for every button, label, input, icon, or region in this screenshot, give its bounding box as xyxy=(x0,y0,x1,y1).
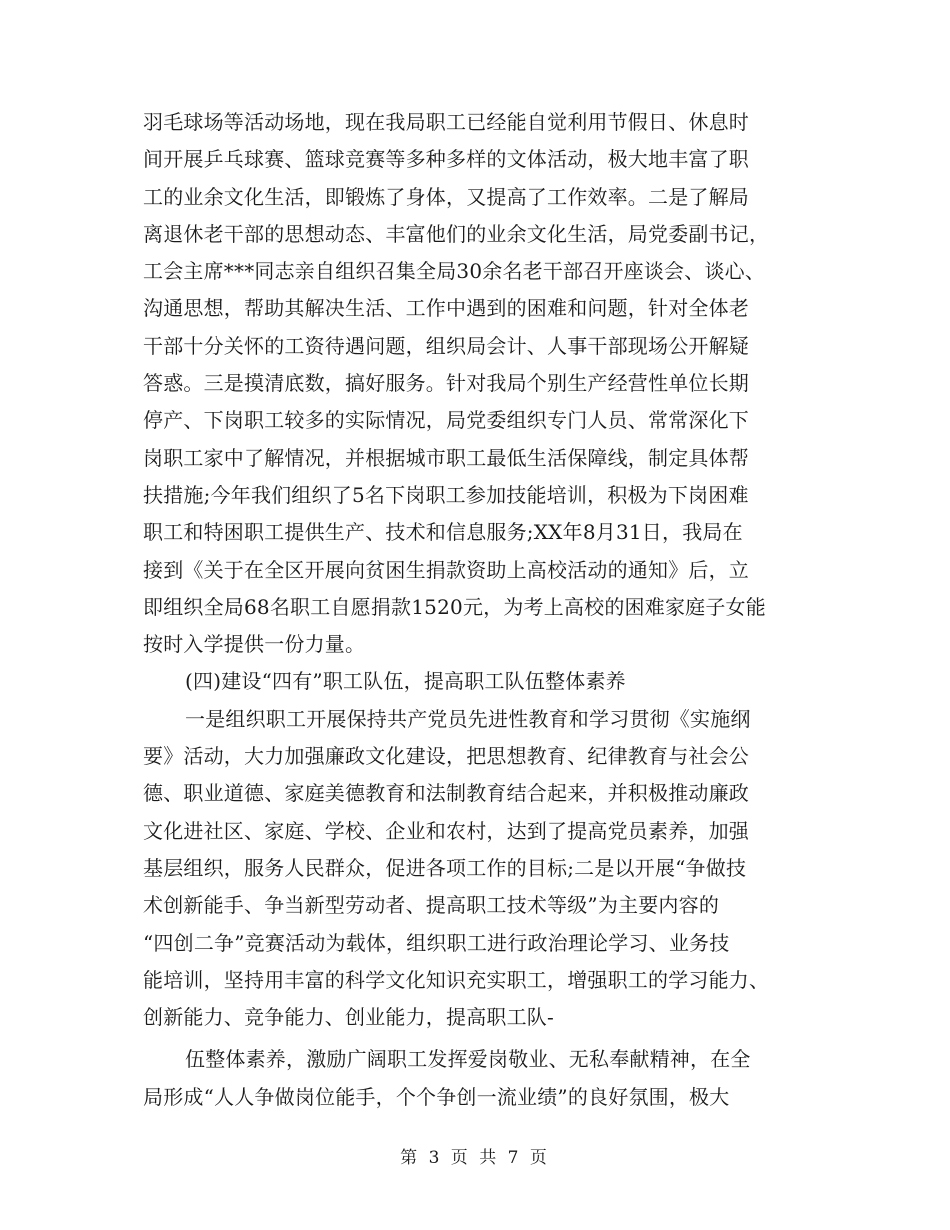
text-line: 能培训，坚持用丰富的科学文化知识充实职工，增强职工的学习能力、 xyxy=(143,967,770,992)
text-line: 沟通思想，帮助其解决生活、工作中遇到的困难和问题，针对全体老 xyxy=(143,296,749,321)
text-line: 答惑。三是摸清底数，搞好服务。针对我局个别生产经营性单位长期 xyxy=(143,371,749,396)
text-line: 间开展乒乓球赛、篮球竞赛等多种多样的文体活动，极大地丰富了职 xyxy=(143,147,749,172)
text-line: 按时入学提供一份力量。 xyxy=(143,632,366,657)
page-number-footer: 第 3 页 共 7 页 xyxy=(400,1148,550,1168)
text-line: 伍整体素养，激励广阔职工发挥爱岗敬业、无私奉献精神，在全 xyxy=(185,1047,751,1072)
text-line: 工会主席***同志亲自组织召集全局30余名老干部召开座谈会、谈心、 xyxy=(143,259,766,284)
text-line: 文化进社区、家庭、学校、企业和农村，达到了提高党员素养，加强 xyxy=(143,818,749,843)
text-line: 干部十分关怀的工资待遇问题，组织局会计、人事干部现场公开解疑 xyxy=(143,333,749,358)
text-line: 基层组织，服务人民群众，促进各项工作的目标;二是以开展“争做技 xyxy=(143,855,747,880)
text-line: 职工和特困职工提供生产、技术和信息服务;XX年8月31日，我局在 xyxy=(143,520,743,545)
text-line: “四创二争”竞赛活动为载体，组织职工进行政治理论学习、业务技 xyxy=(143,930,730,955)
text-line: 离退休老干部的思想动态、丰富他们的业余文化生活，局党委副书记， xyxy=(143,221,770,246)
text-line: 创新能力、竞争能力、创业能力，提高职工队- xyxy=(143,1005,554,1030)
text-line: 扶措施;今年我们组织了5名下岗职工参加技能培训，积极为下岗困难 xyxy=(143,482,749,507)
text-line: 一是组织职工开展保持共产党员先进性教育和学习贯彻《实施纲 xyxy=(185,706,751,731)
text-line: 德、职业道德、家庭美德教育和法制教育结合起来，并积极推动廉政 xyxy=(143,781,749,806)
text-line: 工的业余文化生活，即锻炼了身体，又提高了工作效率。二是了解局 xyxy=(143,184,749,209)
section-heading: (四)建设“四有”职工队伍，提高职工队伍整体素养 xyxy=(185,669,626,694)
text-line: 停产、下岗职工较多的实际情况，局党委组织专门人员、常常深化下 xyxy=(143,408,749,433)
text-line: 术创新能手、争当新型劳动者、提高职工技术等级”为主要内容的 xyxy=(143,893,720,918)
text-line: 要》活动，大力加强廉政文化建设，把思想教育、纪律教育与社会公 xyxy=(143,744,749,769)
document-body xyxy=(143,104,823,1116)
text-line: 局形成“人人争做岗位能手，个个争创一流业绩”的良好氛围，极大 xyxy=(143,1084,730,1109)
text-line: 即组织全局68名职工自愿捐款1520元，为考上高校的困难家庭子女能 xyxy=(143,594,766,619)
text-line: 岗职工家中了解情况，并根据城市职工最低生活保障线，制定具体帮 xyxy=(143,445,749,470)
text-line: 羽毛球场等活动场地，现在我局职工已经能自觉利用节假日、休息时 xyxy=(143,110,749,134)
text-line: 接到《关于在全区开展向贫困生捐款资助上高校活动的通知》后，立 xyxy=(143,557,749,582)
